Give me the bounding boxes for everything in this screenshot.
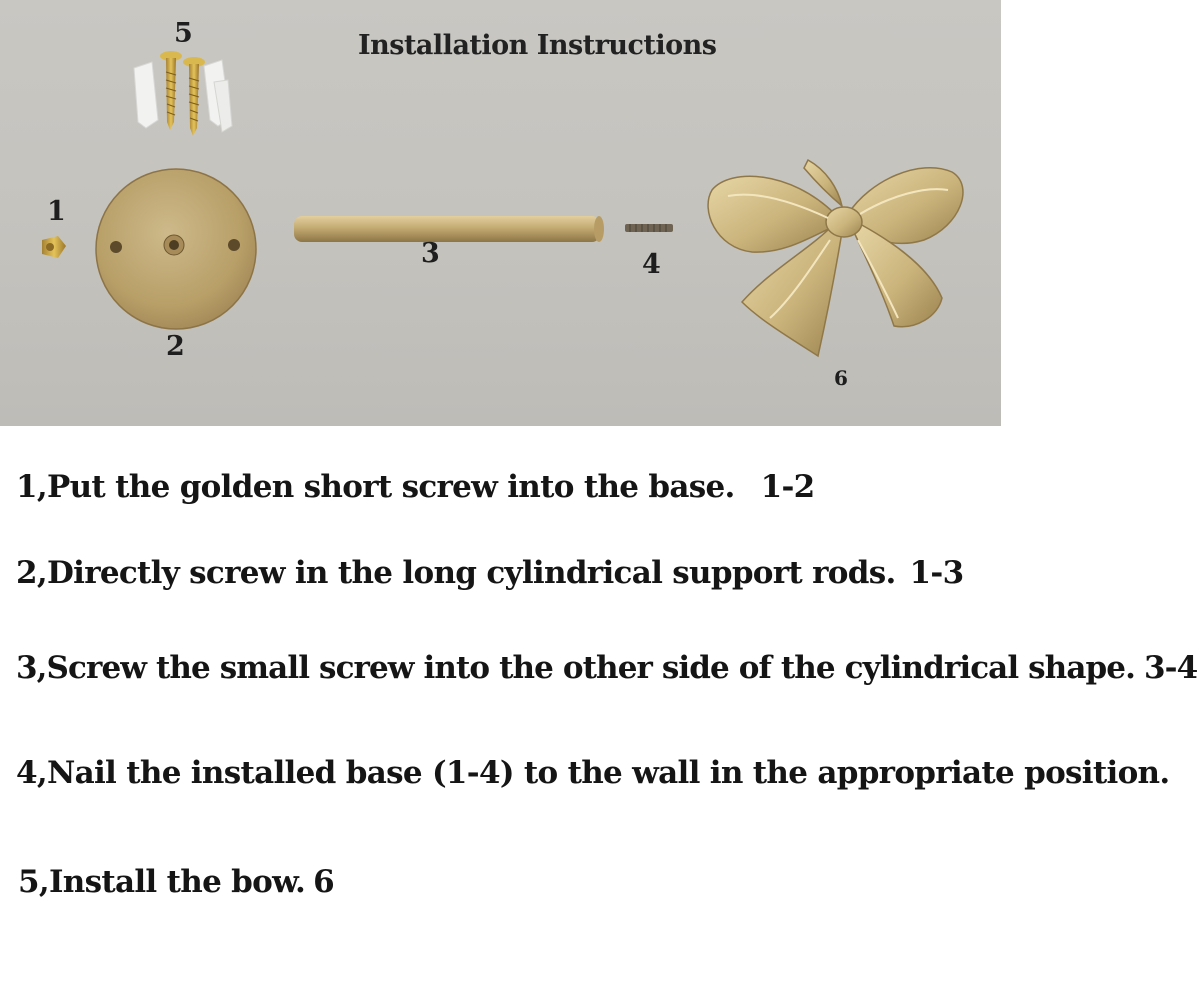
step-part-ref: 3-4: [1144, 650, 1197, 686]
step-text: 4,Nail the installed base (1-4) to the wall in the appropriate position.: [16, 755, 1170, 791]
cylindrical-support-rod: [294, 216, 604, 242]
part-label-2: 2: [166, 331, 185, 362]
step-text: 1,Put the golden short screw into the base.: [16, 469, 735, 505]
part-label-1: 1: [47, 196, 66, 227]
small-threaded-screw: [625, 224, 673, 232]
instruction-step-1: [16, 469, 815, 505]
step-part-ref: 1-3: [909, 555, 964, 591]
parts-illustration: [0, 0, 1001, 426]
step-text: 5,Install the bow.: [18, 864, 306, 900]
step-text: 3,Screw the small screw into the other side of the cylindrical shape.: [16, 650, 1136, 686]
parts-photo: [0, 0, 1001, 426]
decorative-bow: [708, 160, 963, 356]
part-label-3: 3: [421, 238, 440, 269]
short-golden-screw: [42, 236, 66, 258]
instruction-step-4: [16, 755, 1170, 791]
round-base-plate: [96, 169, 256, 329]
instruction-step-3: [16, 650, 1197, 686]
wall-anchors-and-screws: [134, 51, 232, 136]
step-part-ref: 6: [313, 864, 334, 900]
step-part-ref: 1-2: [760, 469, 815, 505]
part-label-5: 5: [174, 18, 193, 49]
part-label-6: 6: [834, 366, 848, 390]
instruction-step-2: [16, 555, 964, 591]
step-text: 2,Directly screw in the long cylindrical support rods.: [16, 555, 896, 591]
page-title: Installation Instructions: [358, 30, 717, 61]
part-label-4: 4: [642, 249, 661, 280]
instruction-step-5: [18, 864, 334, 900]
